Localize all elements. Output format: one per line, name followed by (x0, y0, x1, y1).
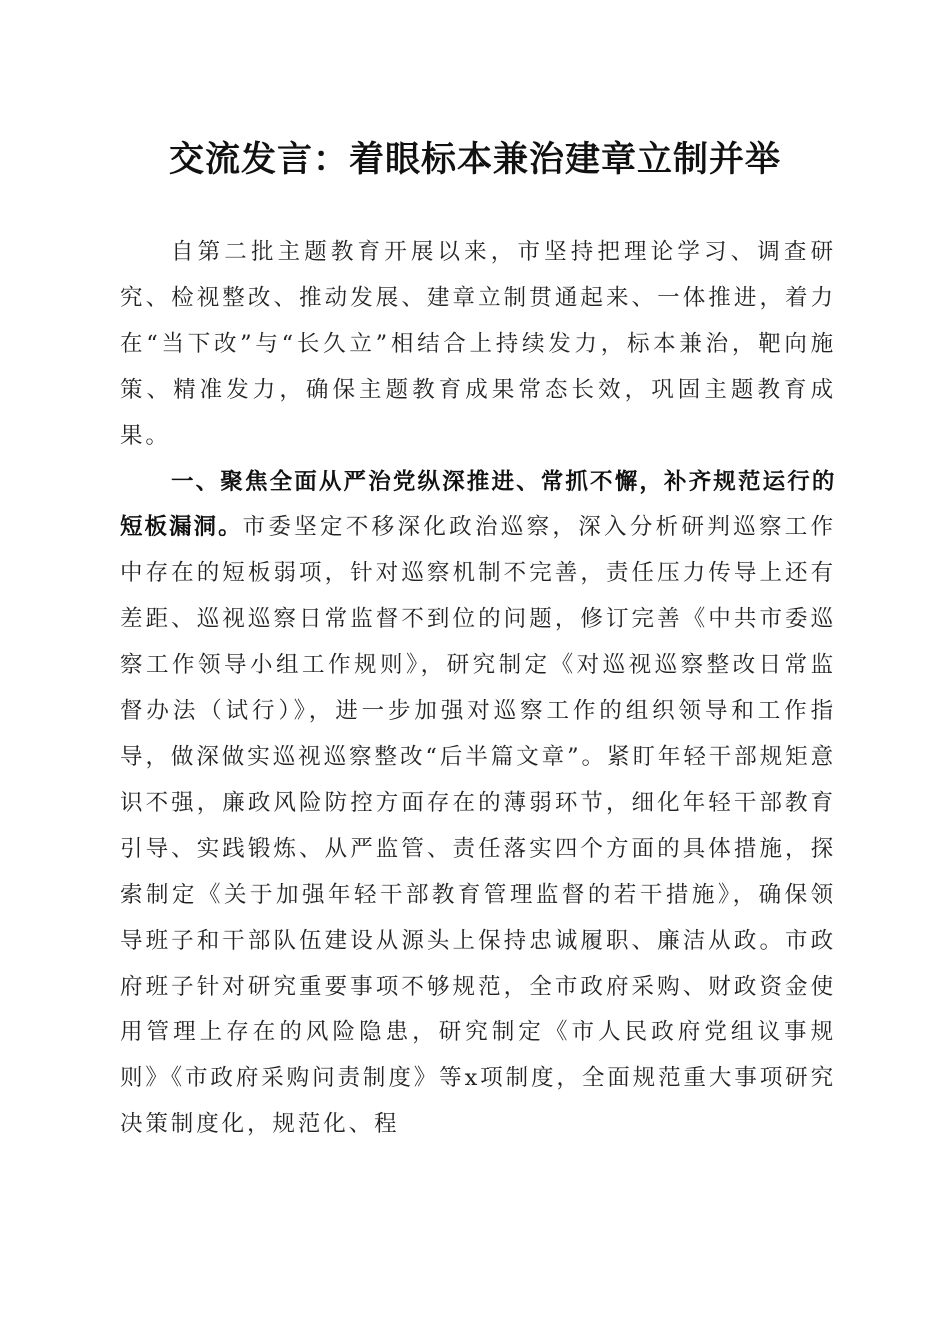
section-1-text: 市委坚定不移深化政治巡察，深入分析研判巡察工作中存在的短板弱项，针对巡察机制不完善，责任压力传导上还有差距、巡视巡察日常监督不到位的问题，修订完善《中共市委巡察工作领导小组工作规则》，研究制定《对巡视巡察整改日常监督办法（试行）》，进一步加强对巡察工作的组织领导和工作指导，做深做实巡视巡察整改“后半篇文章”。紧盯年轻干部规矩意识不强，廉政风险防控方面存在的薄弱环节，细化年轻干部教育引导、实践锻炼、从严监管、责任落实四个方面的具体措施，探索制定《关于加强年轻干部教育管理监督的若干措施》，确保领导班子和干部队伍建设从源头上保持忠诚履职、廉洁从政。市政府班子针对研究重要事项不够规范，全市政府采购、财政资金使用管理上存在的风险隐患，研究制定《市人民政府党组议事规则》《市政府采购问责制度》等x项制度，全面规范重大事项研究决策制度化，规范化、程 (120, 514, 836, 1138)
section-1-heading: 一、聚焦全面从严治党纵深推进、常抓不懈，补齐规范运行的短板漏洞。 (120, 468, 836, 541)
section-1-paragraph (120, 460, 836, 1149)
document-body (120, 230, 836, 1148)
document-title: 交流发言：着眼标本兼治建章立制并举 (168, 139, 781, 180)
intro-paragraph: 自第二批主题教育开展以来，市坚持把理论学习、调查研究、检视整改、推动发展、建章立制贯通起来、一体推进，着力在“当下改”与“长久立”相结合上持续发力，标本兼治，靶向施策、精准发力，确保主题教育成果常态长效，巩固主题教育成果。 (120, 239, 836, 449)
